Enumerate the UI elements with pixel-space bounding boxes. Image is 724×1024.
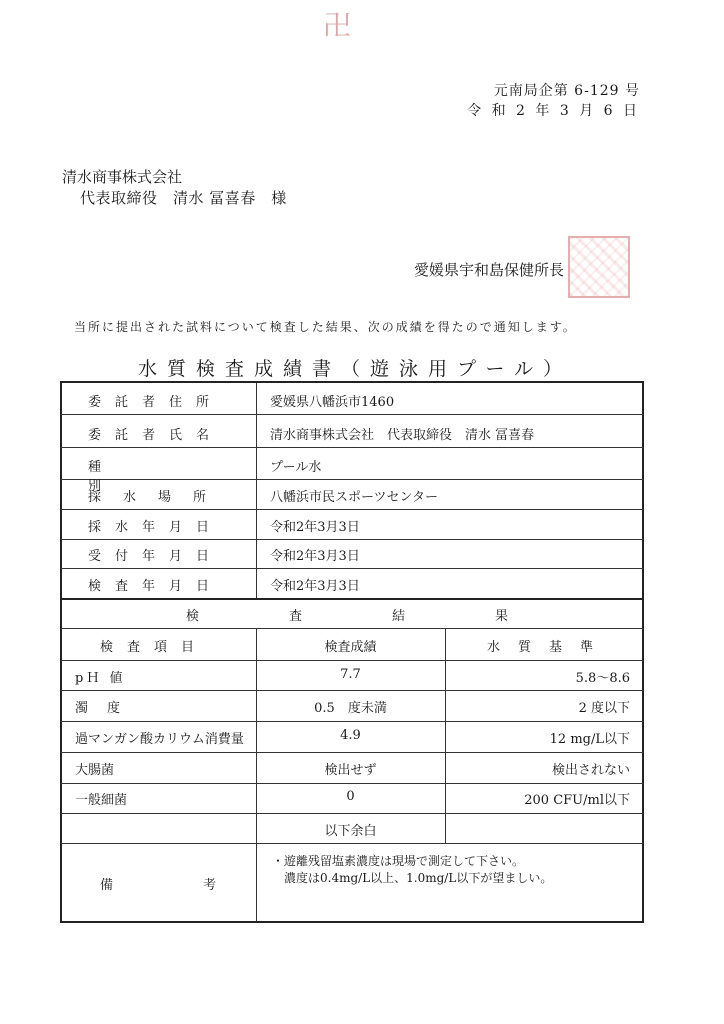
- document-number: 元南局企第 6-129 号: [493, 83, 640, 99]
- result-value: 4.9: [340, 728, 361, 743]
- table-divider: [256, 383, 257, 598]
- result-value: 0.5 度未満: [314, 701, 387, 716]
- label-text: 委託者住所: [88, 395, 224, 410]
- remarks-line: ・遊離残留塩素濃度は現場で測定して下さい。: [272, 854, 525, 868]
- table-rule: [60, 843, 644, 844]
- result-item: 濁 度: [75, 701, 124, 716]
- table-rule: [60, 447, 644, 448]
- value-client-name: 清水商事株式会社 代表取締役 清水 冨喜春: [270, 428, 535, 443]
- label-client-name: [88, 424, 223, 443]
- result-value: 7.7: [340, 667, 361, 682]
- table-rule: [60, 598, 644, 600]
- result-standard: 5.8～8.6: [575, 671, 630, 686]
- remarks-label: 備考: [100, 878, 307, 893]
- remarks-line: 濃度は0.4mg/L以上、1.0mg/L以下が望ましい。: [284, 871, 553, 885]
- table-rule: [60, 539, 644, 540]
- value-sampling-date: 令和2年3月3日: [270, 520, 360, 535]
- table-divider: [445, 628, 446, 843]
- table-rule: [60, 660, 644, 661]
- result-item: 過マンガン酸カリウム消費量: [75, 732, 244, 747]
- label-text: 採水年月日: [88, 520, 224, 535]
- recipient-company: 清水商事株式会社: [62, 168, 183, 186]
- table-rule: [60, 783, 644, 784]
- table-rule: [60, 813, 644, 814]
- result-item: 大腸菌: [75, 763, 115, 778]
- table-rule: [60, 568, 644, 569]
- official-seal: [568, 236, 630, 298]
- table-rule: [60, 690, 644, 691]
- value-receipt-date: 令和2年3月3日: [270, 549, 360, 564]
- value-inspection-date: 令和2年3月3日: [270, 579, 360, 594]
- result-standard: 12 mg/L以下: [549, 732, 630, 747]
- label-text: 委託者氏名: [88, 428, 224, 443]
- remarks-text: [272, 853, 552, 887]
- document-title: 水質検査成績書（遊泳用プール）: [137, 358, 573, 380]
- label-text: 採水場所: [88, 490, 229, 505]
- top-stamp-mark: 卍: [322, 9, 351, 42]
- result-standard: 200 CFU/ml以下: [524, 793, 630, 808]
- result-standard: 2 度以下: [578, 701, 630, 716]
- table-rule: [60, 628, 644, 629]
- column-standard: 水質基準: [487, 640, 612, 655]
- label-sampling-date: [88, 516, 223, 535]
- document-date: 令 和 2 年 3 月 6 日: [467, 103, 640, 119]
- value-sampling-place: 八幡浜市民スポーツセンター: [270, 490, 438, 505]
- recipient-representative: 代表取締役 清水 冨喜春 様: [80, 189, 287, 207]
- results-title: 検査結果: [186, 609, 599, 624]
- result-value: 検出せず: [324, 763, 377, 778]
- label-inspection-date: [88, 575, 223, 594]
- table-rule: [60, 721, 644, 722]
- table-rule: [60, 509, 644, 510]
- result-item: 一般細菌: [75, 793, 128, 808]
- column-result: 検査成績: [324, 640, 377, 655]
- label-text: 検査年月日: [88, 579, 224, 594]
- table-rule: [60, 414, 644, 415]
- result-item: pＨ 値: [75, 671, 126, 686]
- value-type: プール水: [270, 460, 322, 475]
- column-item: 検査項目: [100, 640, 209, 655]
- issuer-name: 愛媛県宇和島保健所長: [414, 261, 565, 279]
- label-text: 種別: [88, 460, 202, 494]
- result-value: 0: [346, 789, 355, 804]
- result-standard: 検出されない: [551, 763, 630, 778]
- table-rule: [60, 752, 644, 753]
- label-receipt-date: [88, 545, 223, 564]
- label-text: 受付年月日: [88, 549, 224, 564]
- label-client-address: [88, 391, 228, 410]
- notice-text: 当所に提出された試料について検査した結果、次の成績を得たので通知します。: [74, 320, 577, 334]
- blank-note: 以下余白: [324, 824, 377, 839]
- label-sampling-place: [88, 486, 228, 505]
- value-client-address: 愛媛県八幡浜市1460: [270, 395, 395, 410]
